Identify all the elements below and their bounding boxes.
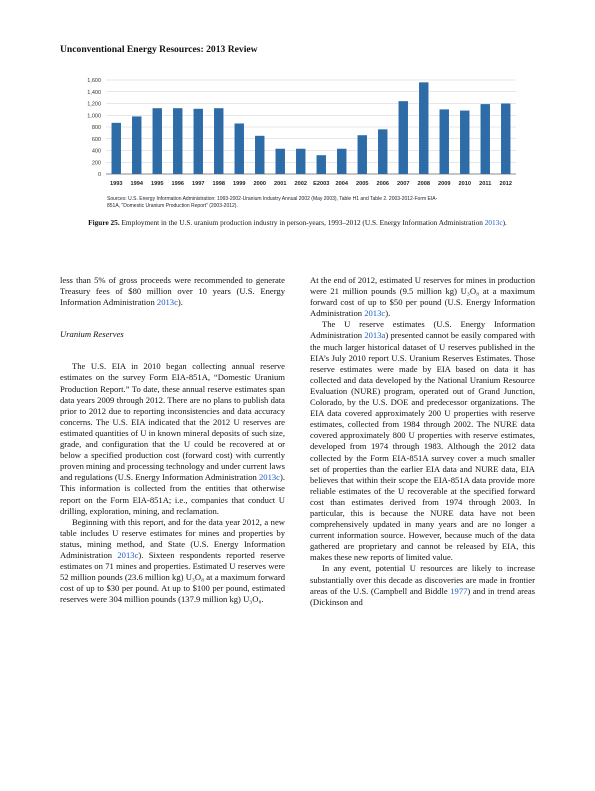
x-tick-label: 2001 <box>274 181 287 187</box>
bar-2008 <box>419 82 428 174</box>
citation-link[interactable]: 1977 <box>450 585 468 596</box>
paragraph-text: less than 5% of gross proceeds were recommended to generate Treasury fees of $80 million over 10 years (U.S. Energy Information Administration <box>60 275 285 308</box>
x-tick-label: E2003 <box>313 181 330 187</box>
bar-1998 <box>214 108 223 174</box>
y-tick-label: 1,600 <box>87 78 101 84</box>
paragraph <box>310 319 535 563</box>
bar-2007 <box>399 101 408 174</box>
bar-1993 <box>112 123 121 174</box>
x-tick-label: 1997 <box>192 181 205 187</box>
paragraph <box>310 563 535 607</box>
bar-1994 <box>132 116 141 174</box>
bar-2010 <box>460 111 469 174</box>
left-column <box>60 275 285 605</box>
x-tick-label: 2012 <box>499 181 512 187</box>
x-tick-label: 2008 <box>417 181 430 187</box>
bar-2004 <box>337 149 346 174</box>
y-tick-label: 0 <box>97 172 101 178</box>
x-tick-label: 1994 <box>130 181 143 187</box>
paragraph-text: Beginning with this report, and for the data year 2012, a new table includes U reserve estimates for mines and properties by status, mining method, and State (U.S. Energy Information Administration <box>60 516 285 560</box>
caption-ref-link[interactable]: 2013c <box>484 218 503 227</box>
paragraph-text: The U reserve estimates (U.S. Energy Information Administration <box>310 319 535 341</box>
bar-2009 <box>440 109 449 174</box>
x-tick-label: 2010 <box>458 181 471 187</box>
caption-label: Figure 25. <box>88 218 120 227</box>
sources-line-1: Sources: U.S. Energy Information Administration: 1993-2002-Uranium Industry Annual 2002 (May 2003), Table H1 and Table 2. 2003-2012-Form EIA- <box>107 196 438 202</box>
paragraph <box>310 275 535 319</box>
running-header: Unconventional Energy Resources: 2013 Review <box>60 44 258 55</box>
employment-bar-chart <box>60 70 535 200</box>
paragraph <box>60 361 285 516</box>
x-tick-label: 1998 <box>212 181 225 187</box>
bar-E2003 <box>317 155 326 174</box>
bar-2006 <box>378 129 387 174</box>
x-tick-label: 1995 <box>151 181 164 187</box>
paragraph-text: In any event, potential U resources are likely to increase substantially over this decade as discoveries are made in frontier areas of the U.S. (Campbell and Biddle <box>310 563 535 596</box>
y-tick-label: 600 <box>91 136 101 143</box>
caption-end: ). <box>502 218 507 227</box>
x-tick-label: 2004 <box>335 181 348 187</box>
bar-2001 <box>276 149 285 174</box>
bar-2002 <box>296 149 305 174</box>
x-tick-label: 2011 <box>479 181 492 187</box>
y-tick-label: 1,400 <box>87 89 101 96</box>
x-tick-label: 2006 <box>376 181 389 187</box>
x-tick-label: 1996 <box>171 181 184 187</box>
paragraph-text: At the end of 2012, estimated U reserves for mines in production were 21 million pounds (9.5 million kg) U₃O₈ at a maximum forward cost of up to $50 per pound (U.S. Energy Information Administration <box>310 275 535 319</box>
bar-2005 <box>358 135 367 174</box>
paragraph-text: ). This information is collected from the entities that otherwise report on the Form EIA-851A; i.e., companies that conduct U drilling, exploration, mining, and reclamation. <box>60 472 285 516</box>
citation-link[interactable]: 2013c <box>117 549 139 560</box>
citation-link[interactable]: 2013c <box>156 297 178 308</box>
paragraph-text: ) and in trend areas (Dickinson and <box>310 585 535 607</box>
section-heading: Uranium Reserves <box>60 329 124 340</box>
x-tick-label: 1993 <box>110 181 123 187</box>
paragraph <box>60 275 285 308</box>
paragraph <box>60 517 285 606</box>
x-tick-label: 2002 <box>294 181 307 187</box>
citation-link[interactable]: 2013a <box>364 330 386 341</box>
paragraph-text: The U.S. EIA in 2010 began collecting annual reserve estimates on the survey Form EIA-851A, “Domestic Uranium Production Report.” To date, these annual reserve estimates span data years 2009 through 2012. There are no plans to publish data prior to 2012 due to reporting inconsistencies and data accuracy concerns. The U.S. EIA indicated that the 2012 U reserves are estimated quantities of U in known mineral deposits of such size, grade, and configuration that the U could be recovered at or below a specified production cost (forward cost) with currently proven mining and processing technology and under current laws and regulations (U.S. Energy Information Administration <box>60 361 285 483</box>
paragraph-text: ). Sixteen respondents reported reserve estimates on 71 mines and properties. Estimated U reserves were 52 million pounds (23.6 million kg) U₃O₈ at a maximum forward cost of up to $30 per pound. At up to $100 per pound, estimated reserves were 304 million pounds (137.9 million kg) U₃O₈. <box>60 549 285 605</box>
citation-link[interactable]: 2013c <box>258 472 280 483</box>
bar-2011 <box>481 104 490 174</box>
y-tick-label: 1,200 <box>87 101 101 108</box>
y-tick-label: 400 <box>91 148 101 155</box>
y-tick-label: 200 <box>91 160 101 167</box>
bar-1997 <box>194 109 203 174</box>
bar-1995 <box>153 108 162 174</box>
bar-2000 <box>255 136 264 174</box>
y-tick-label: 800 <box>91 125 101 131</box>
figure-caption <box>60 218 535 228</box>
right-column <box>310 275 535 608</box>
y-tick-label: 1,000 <box>87 113 101 120</box>
x-tick-label: 1999 <box>233 181 246 187</box>
bar-1999 <box>235 123 244 174</box>
paragraph-text: ) presented cannot be easily compared with the much larger historical dataset of U reserves published in the EIA’s July 2010 report U.S. Uranium Reserves Estimates. Those reserve estimates were made by EIA based on data it has collected and data developed by the National Uranium Resource Evaluation (NURE) program, operated out of Grand Junction, Colorado, by the U.S. DOE and predecessor organizations. The EIA data covered approximately 200 U properties with reserve estimates, collected from 1984 through 2002. The NURE data covered approximately 800 U properties with reserve estimates, developed from 1974 through 1983. Although the 2012 data collected by the Form EIA-851A survey cover a much smaller set of properties than the earlier EIA data and NURE data, EIA believes that within their scope the EIA-851A data provide more reliable estimates of the U recoverable at the specified forward cost than estimates derived from 1974 through 2003. In particular, this is because the NURE data have not been comprehensively updated in many years and are no longer a current information source. However, because much of the data gathered are proprietary and cannot be released by EIA, this makes these new reports of limited value. <box>310 330 535 563</box>
citation-link[interactable]: 2013c <box>364 308 386 319</box>
bar-2012 <box>501 104 510 175</box>
caption-text: Employment in the U.S. uranium production industry in person-years, 1993–2012 (U.S. Energy Information Administration <box>121 218 485 227</box>
bar-1996 <box>173 108 182 174</box>
x-tick-label: 2007 <box>397 181 410 187</box>
x-tick-label: 2005 <box>356 181 369 187</box>
paragraph-text: ). <box>177 297 183 308</box>
x-tick-label: 2009 <box>438 181 451 187</box>
paragraph-text: ). <box>385 308 391 319</box>
x-tick-label: 2000 <box>253 181 266 187</box>
chart-sources <box>107 196 437 209</box>
sources-line-2: 851A, "Domestic Uranium Production Report" (2003-2012). <box>107 202 238 209</box>
